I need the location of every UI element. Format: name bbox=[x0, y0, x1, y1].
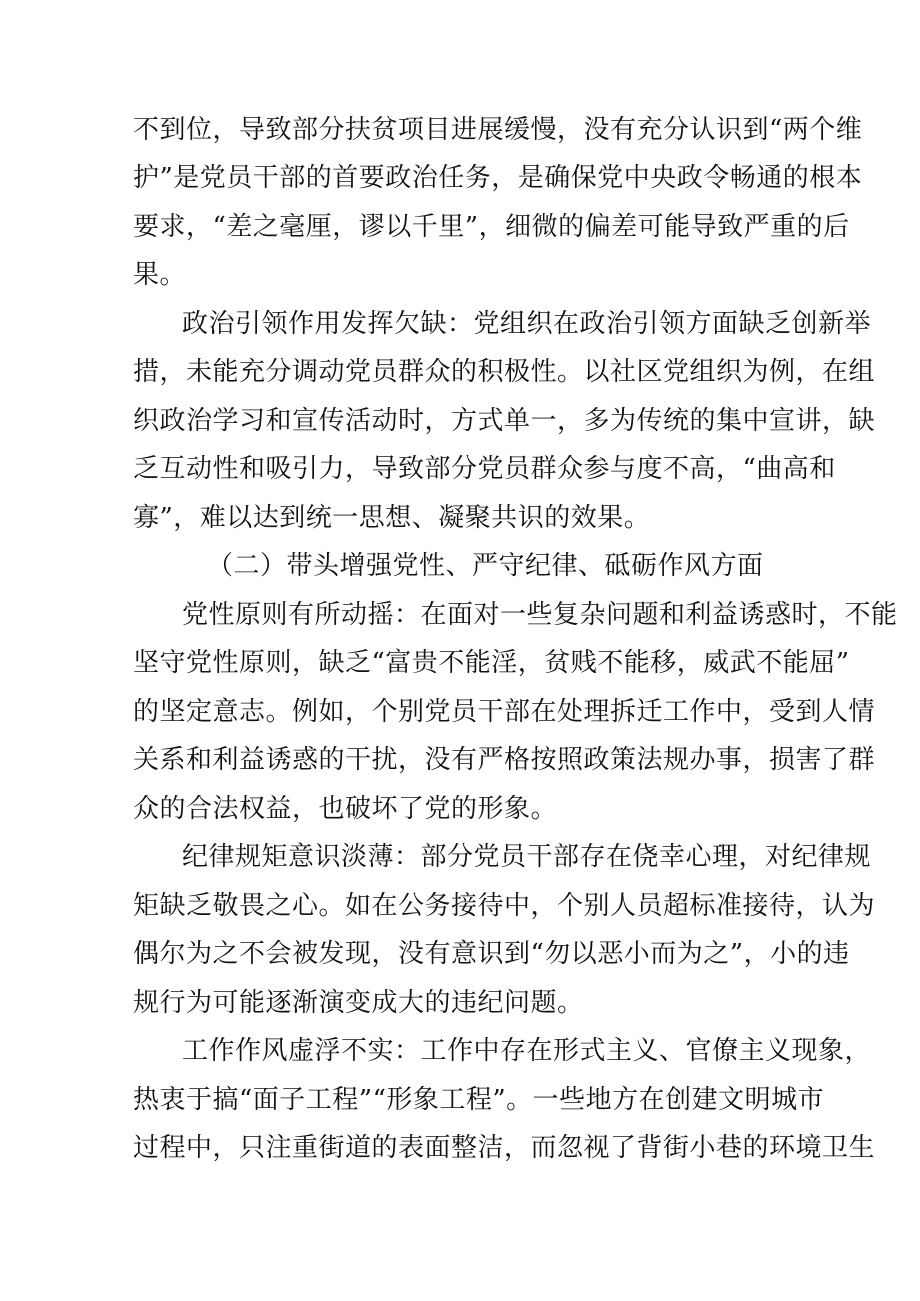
paragraph-line: 寡”，难以达到统一思想、凝聚共识的效果。 bbox=[133, 503, 651, 533]
paragraph-line: 不到位，导致部分扶贫项目进展缓慢，没有充分认识到“两个维 bbox=[133, 115, 863, 145]
paragraph-line: 矩缺乏敬畏之心。如在公务接待中，个别人员超标准接待，认为 bbox=[133, 891, 876, 921]
paragraph-line: 要求，“差之毫厘，谬以千里”，细微的偏差可能导致严重的后 bbox=[133, 212, 850, 242]
paragraph-line: 果。 bbox=[133, 260, 187, 290]
paragraph-first-line: 工作作风虚浮不实：工作中存在形式主义、官僚主义现象， bbox=[182, 1036, 872, 1066]
paragraph-line: 的坚定意志。例如，个别党员干部在处理拆迁工作中，受到人情 bbox=[133, 697, 876, 727]
paragraph-line: 乏互动性和吸引力，导致部分党员群众参与度不高，“曲高和 bbox=[133, 454, 836, 484]
paragraph-line: 织政治学习和宣传活动时，方式单一，多为传统的集中宣讲，缺 bbox=[133, 406, 876, 436]
paragraph-line: 规行为可能逐渐演变成大的违纪问题。 bbox=[133, 988, 584, 1018]
paragraph-first-line: 纪律规矩意识淡薄：部分党员干部存在侥幸心理，对纪律规 bbox=[182, 842, 872, 872]
paragraph-line: 护”是党员干部的首要政治任务，是确保党中央政令畅通的根本 bbox=[133, 163, 863, 193]
paragraph-line: 过程中，只注重街道的表面整洁，而忽视了背街小巷的环境卫生 bbox=[133, 1133, 876, 1163]
paragraph-line: 措，未能充分调动党员群众的积极性。以社区党组织为例，在组 bbox=[133, 357, 876, 387]
section-heading: （二）带头增强党性、严守纪律、砥砺作风方面 bbox=[207, 551, 764, 581]
paragraph-first-line: 政治引领作用发挥欠缺：党组织在政治引领方面缺乏创新举 bbox=[182, 309, 872, 339]
paragraph-line: 关系和利益诱惑的干扰，没有严格按照政策法规办事，损害了群 bbox=[133, 745, 876, 775]
paragraph-first-line: 党性原则有所动摇：在面对一些复杂问题和利益诱惑时，不能 bbox=[182, 600, 898, 630]
paragraph-line: 热衷于搞“面子工程”“形象工程”。一些地方在创建文明城市 bbox=[133, 1085, 825, 1115]
paragraph-line: 坚守党性原则，缺乏“富贵不能淫，贫贱不能移，威武不能屈” bbox=[133, 648, 850, 678]
paragraph-line: 众的合法权益，也破坏了党的形象。 bbox=[133, 794, 558, 824]
paragraph-line: 偶尔为之不会被发现，没有意识到“勿以恶小而为之”，小的违 bbox=[133, 939, 850, 969]
